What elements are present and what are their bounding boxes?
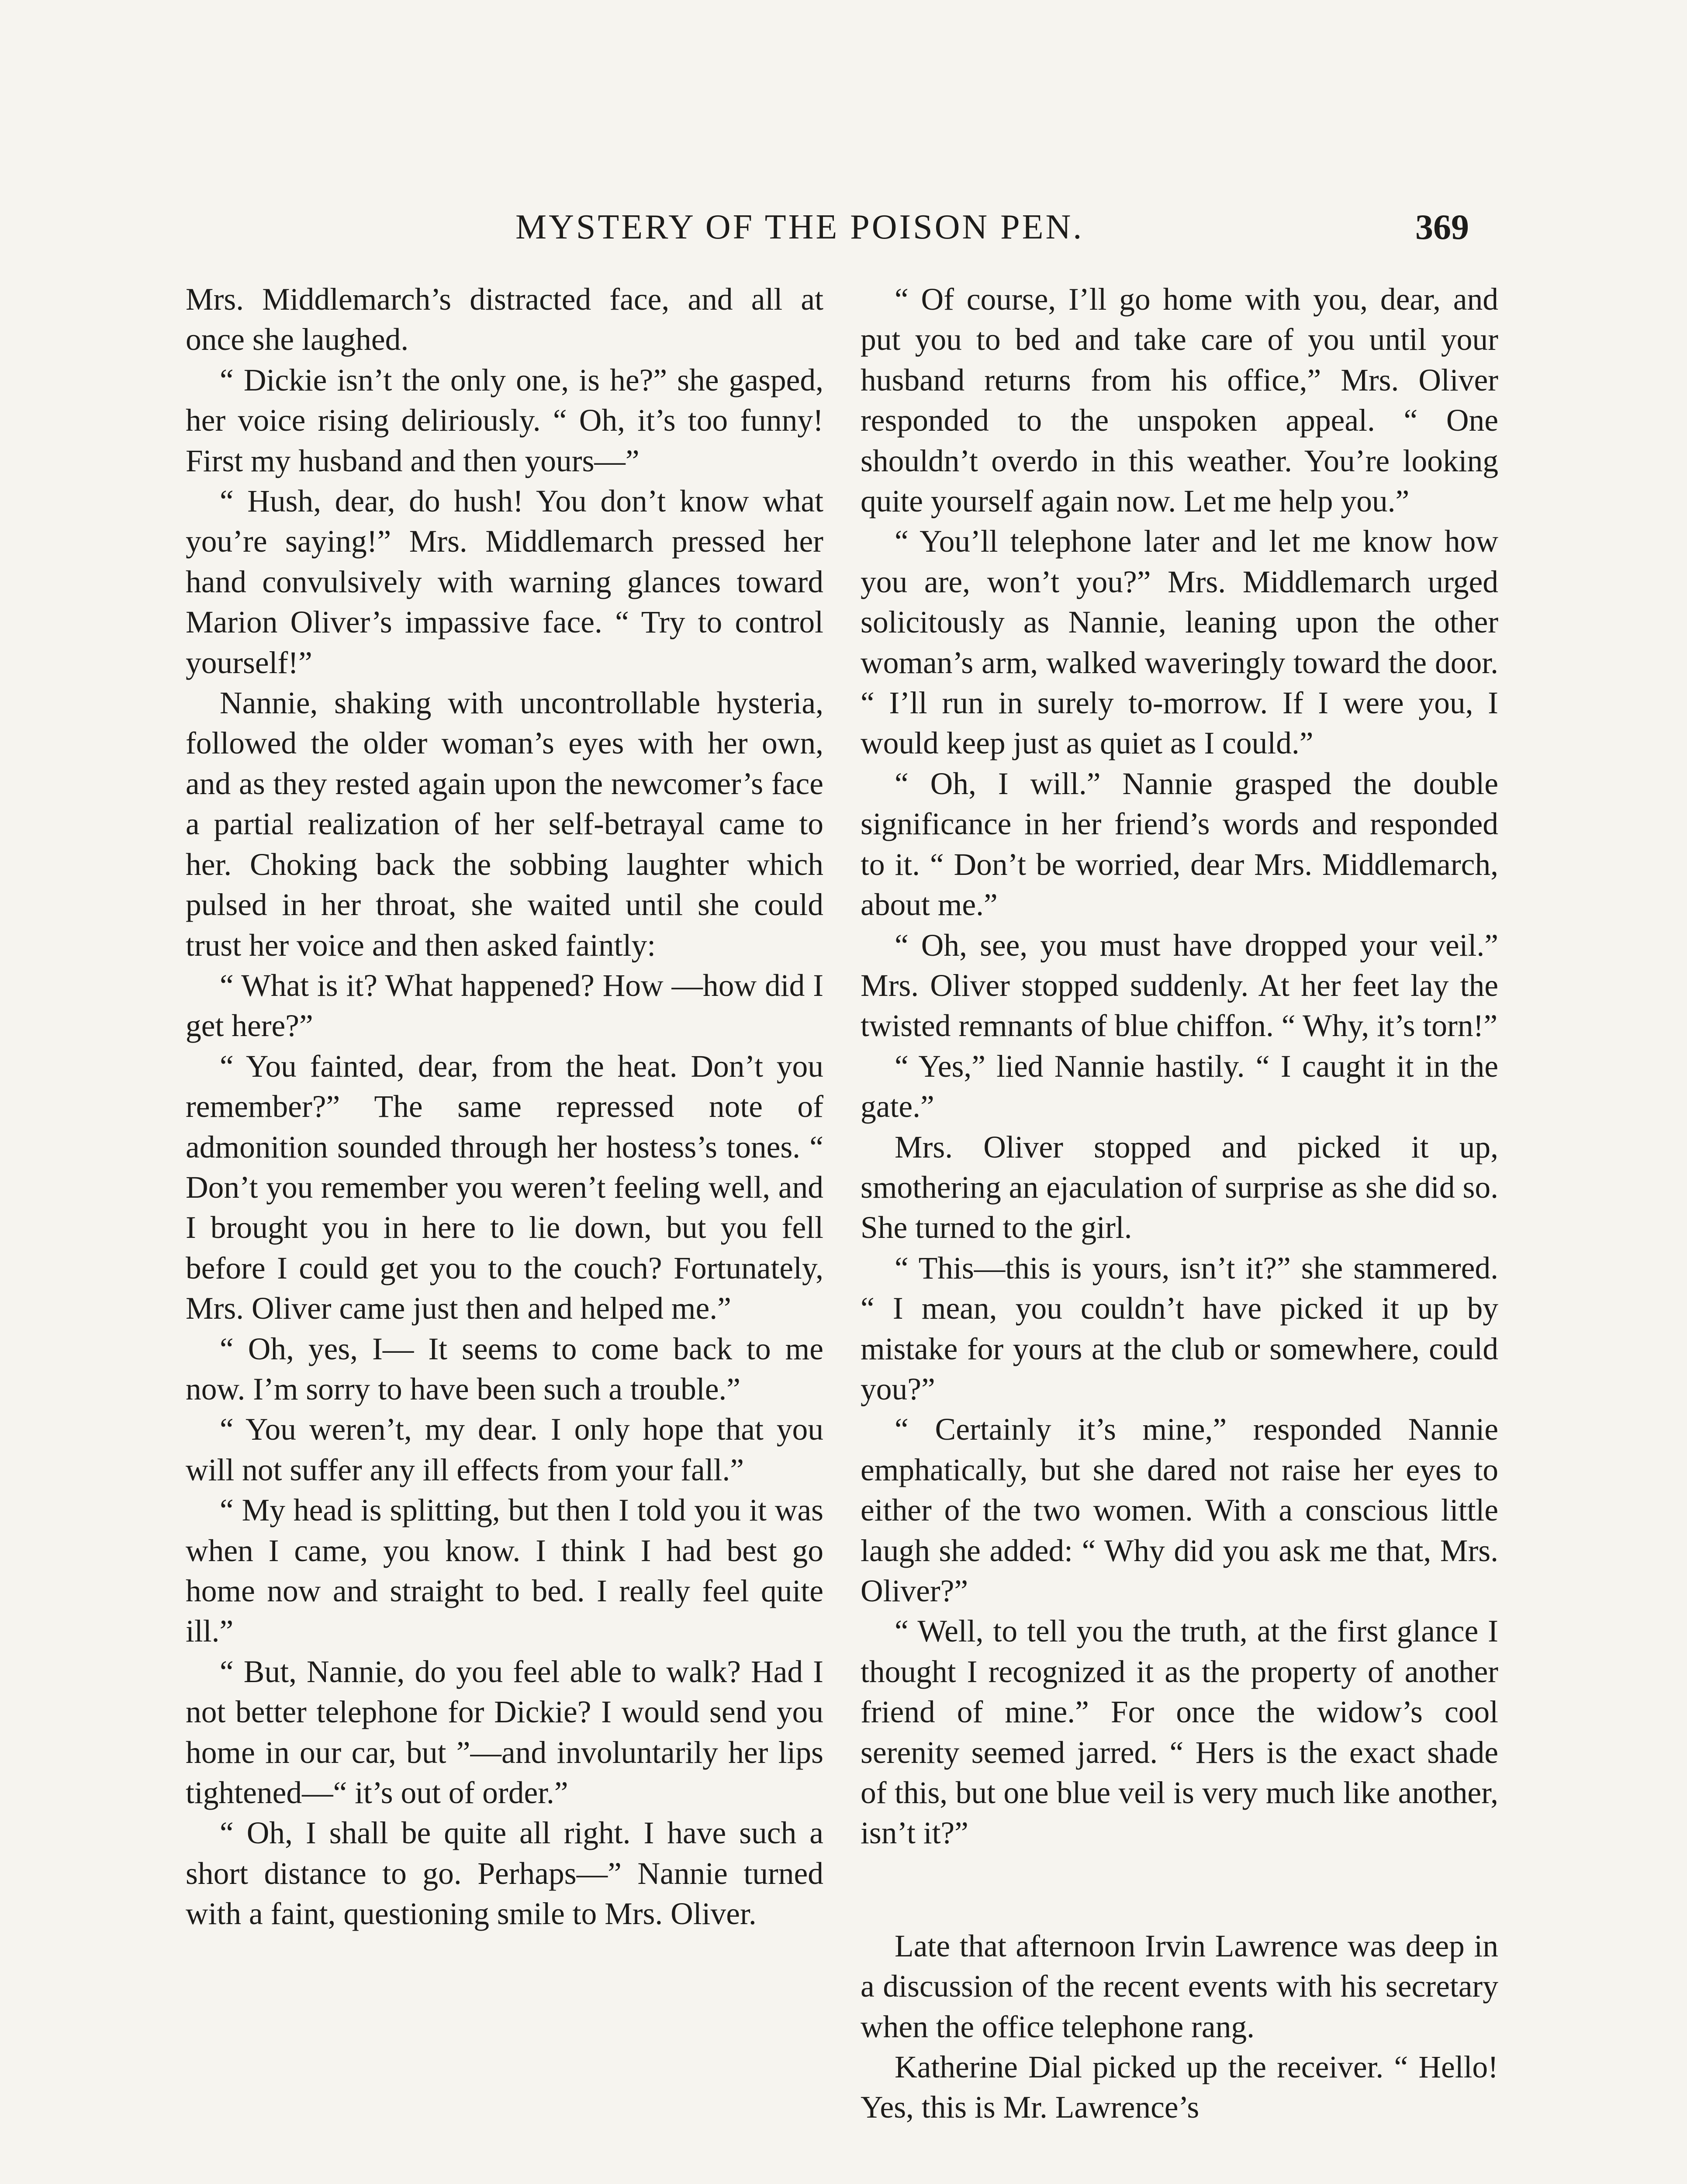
paragraph: “ You fainted, dear, from the heat. Don’t you remember?” The same repressed note of admonition sounded through her hostess’s tones. “ Don’t you remember you weren’t feeling well, and I brought you in here to lie down, but you fell before I could get you to the couch? Fortunately, Mrs. Oliver came just then and helped me.” xyxy=(186,1049,823,1326)
paragraph: “ Oh, I will.” Nannie grasped the double significance in her friend’s words and responded to it. “ Don’t be worried, dear Mrs. Middlemarch, about me.” xyxy=(861,766,1498,923)
paragraph: “ But, Nannie, do you feel able to walk? Had I not better telephone for Dickie? I would send you home in our car, but ”—and involuntarily her lips tightened—“ it’s out of order.” xyxy=(186,1654,823,1811)
paragraph: Late that afternoon Irvin Lawrence was deep in a discussion of the recent events with his secretary when the office telephone rang. xyxy=(861,1928,1498,2044)
left-column xyxy=(186,280,823,1935)
page-header xyxy=(0,201,1687,253)
paragraph: “ Of course, I’ll go home with you, dear, and put you to bed and take care of you until your husband returns from his office,” Mrs. Oliver responded to the unspoken appeal. “ One shouldn’t overdo in this weather. You’re looking quite yourself again now. Let me help you.” xyxy=(861,282,1498,519)
paragraph: “ Dickie isn’t the only one, is he?” she gasped, her voice rising deliriously. “ Oh, it’s too funny! First my husband and then yours—” xyxy=(186,363,823,478)
running-title: MYSTERY OF THE POISON PEN. xyxy=(515,208,1084,246)
paragraph: “ Oh, I shall be quite all right. I have such a short distance to go. Perhaps—” Nannie turned with a faint, questioning smile to Mrs. Oliver. xyxy=(186,1816,823,1932)
paragraph: “ Yes,” lied Nannie hastily. “ I caught it in the gate.” xyxy=(861,1049,1498,1124)
section-break xyxy=(861,1854,1498,1926)
paragraph: Nannie, shaking with uncontrollable hysteria, followed the older woman’s eyes with her own, and as they rested again upon the newcomer’s face a partial realization of her self-betrayal came to her. Choking back the sobbing laughter which pulsed in her throat, she waited until she could trust her voice and then asked faintly: xyxy=(186,686,823,963)
paragraph: “ Oh, see, you must have dropped your veil.” Mrs. Oliver stopped suddenly. At her feet lay the twisted remnants of blue chiffon. “ Why, it’s torn!” xyxy=(861,928,1498,1044)
right-column xyxy=(861,280,1498,2128)
paragraph: “ My head is splitting, but then I told you it was when I came, you know. I think I had best go home now and straight to bed. I really feel quite ill.” xyxy=(186,1493,823,1649)
paragraph: “ Well, to tell you the truth, at the first glance I thought I recognized it as the property of another friend of mine.” For once the widow’s cool serenity seemed jarred. “ Hers is the exact shade of this, but one blue veil is very much like another, isn’t it?” xyxy=(861,1614,1498,1851)
paragraph: “ Oh, yes, I— It seems to come back to me now. I’m sorry to have been such a trouble.” xyxy=(186,1331,823,1406)
page-number: 369 xyxy=(1415,207,1469,247)
paragraph: “ Certainly it’s mine,” responded Nannie emphatically, but she dared not raise her eyes to either of the two women. With a conscious little laugh she added: “ Why did you ask me that, Mrs. Oliver?” xyxy=(861,1412,1498,1608)
paragraph: “ You weren’t, my dear. I only hope that you will not suffer any ill effects from your fall.” xyxy=(186,1412,823,1487)
paragraph: “ This—this is yours, isn’t it?” she stammered. “ I mean, you couldn’t have picked it up by mistake for yours at the club or somewhere, could you?” xyxy=(861,1251,1498,1406)
paragraph: “ Hush, dear, do hush! You don’t know what you’re saying!” Mrs. Middlemarch pressed her hand convulsively with warning glances toward Marion Oliver’s impassive face. “ Try to control yourself!” xyxy=(186,484,823,680)
paragraph: “ What is it? What happened? How —how did I get here?” xyxy=(186,968,823,1044)
paragraph: Mrs. Middlemarch’s distracted face, and all at once she laughed. xyxy=(186,282,823,357)
paragraph: Mrs. Oliver stopped and picked it up, smothering an ejaculation of surprise as she did so. She turned to the girl. xyxy=(861,1130,1498,1245)
paragraph: “ You’ll telephone later and let me know how you are, won’t you?” Mrs. Middlemarch urged solicitously as Nannie, leaning upon the other woman’s arm, walked waveringly toward the door. “ I’ll run in surely to-morrow. If I were you, I would keep just as quiet as I could.” xyxy=(861,524,1498,761)
paragraph: Katherine Dial picked up the receiver. “ Hello! Yes, this is Mr. Lawrence’s xyxy=(861,2050,1498,2125)
